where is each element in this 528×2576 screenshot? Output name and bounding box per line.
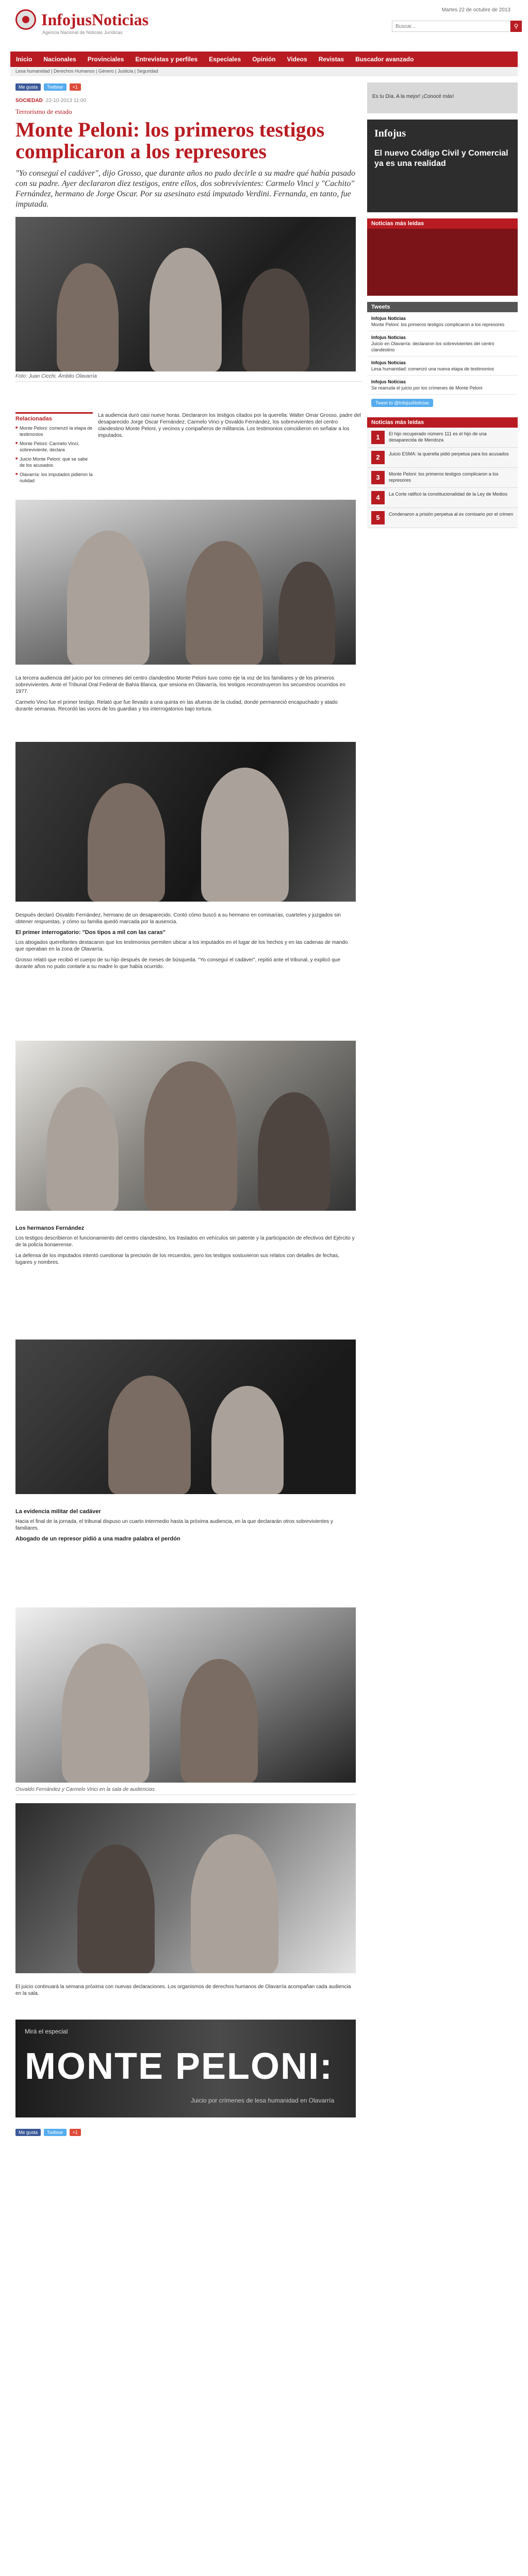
article-lead: "Yo conseguí el cadáver", dijo Grosso, que durante años no pudo decirle a su madre qué había pasado con su padre. Ayer declararon diez testigos, entre ellos, dos sobrevivientes: Carmelo Vinci y "Cachito" Fernández, hermano de Jorge Oscar. Por su asesinato está imputado Verdini. Fernanda, en tanto, fue imputada. <box>15 169 356 209</box>
related-header: Relacionadas <box>15 412 93 422</box>
most-read-text: El hijo recuperado número 111 es el hijo de una desaparecida de Mendoza <box>389 431 487 443</box>
article-subhead: El primer interrogatorio: "Dos tipos a mil con las caras" <box>15 929 166 936</box>
tweet-text: Se reanuda el juicio por los crímenes de Monte Peloni <box>371 385 483 391</box>
article-paragraph: Carmelo Vinci fue el primer testigo. Relató que fue llevado a una quinta en las afueras de la ciudad, donde permaneció encapuchado y atado durante semanas. Recordó las voces de los guardias y los interrogatorios bajo tortura. <box>15 700 338 712</box>
site-logo[interactable] <box>15 8 170 31</box>
tweet[interactable] <box>367 331 518 357</box>
search-input[interactable] <box>392 21 510 32</box>
most-read-text: Monte Peloni: los primeros testigos complicaron a los represores <box>389 471 499 483</box>
article-photo-6 <box>15 1607 356 1783</box>
kicker-label[interactable]: SOCIEDAD <box>15 98 43 104</box>
most-read-number: 3 <box>371 471 385 484</box>
photo-caption: Foto: Juan Cicchi, Ámbito Olavarría <box>15 371 362 382</box>
most-read-text: Juicio ESMA: la querella pidió perpetua para los acusados <box>389 451 509 456</box>
article-body-2 <box>15 912 356 974</box>
most-read-item[interactable] <box>367 448 518 468</box>
article-body-3 <box>15 1221 356 1270</box>
facebook-like-button[interactable]: Me gusta <box>15 83 41 91</box>
logo-tagline: Agencia Nacional de Noticias Jurídicas <box>42 30 123 35</box>
most-read-item[interactable] <box>367 468 518 488</box>
related-link[interactable]: ■ Monte Peloni: Carmelo Vinci, sobreviviente, declara <box>15 440 93 453</box>
article-title: Monte Peloni: los primeros testigos complicaron a los represores <box>15 118 325 163</box>
special-banner[interactable] <box>15 2020 356 2117</box>
tweet-text: Juicio en Olavarría: declararon los sobrevivientes del centro clandestino <box>371 341 494 352</box>
tweet-button[interactable]: Twittear <box>44 2129 67 2136</box>
tweet[interactable] <box>367 312 518 331</box>
related-link[interactable]: ■ Olavarría: los imputados pidieron la nulidad <box>15 471 93 484</box>
tweet-to-button[interactable]: Tweet to @InfojusNoticias <box>371 399 433 407</box>
article-paragraph: Los testigos describieron el funcionamiento del centro clandestino, los traslados en vehículos sin patente y la participación de efectivos del Ejército y de la policía bonaerense. <box>15 1235 355 1248</box>
article-body-1 <box>15 675 356 717</box>
article <box>15 82 362 382</box>
ad-infojus-sub: Infojus <box>374 128 406 139</box>
most-read-number: 2 <box>371 451 385 464</box>
most-read-item[interactable] <box>367 488 518 508</box>
search-icon[interactable]: ⚲ <box>510 21 522 32</box>
article-paragraph: Hacia el final de la jornada, el tribunal dispuso un cuarto intermedio hasta la próxima audiencia, en la que declararán otros sobrevivientes y familiares. <box>15 1519 333 1531</box>
ad-infojus-title: El nuevo Código Civil y Comercial ya es una realidad <box>374 149 508 168</box>
article-paragraph: Después declaró Osvaldo Fernández, hermano de un desaparecido. Contó cómo buscó a su hermano en comisarías, cuarteles y juzgados sin obtener respuestas, y cómo su familia quedó marcada por la ausencia. <box>15 912 341 925</box>
tweet[interactable] <box>367 357 518 376</box>
article-body-5 <box>15 1984 356 2001</box>
article-subhead: Los hermanos Fernández <box>15 1225 85 1231</box>
gplus-button[interactable]: +1 <box>70 83 81 91</box>
gplus-button[interactable]: +1 <box>70 2129 81 2136</box>
article-photo-2 <box>15 500 356 665</box>
article-paragraph: La tercera audiencia del juicio por los crímenes del centro clandestino Monte Peloni tuvo como eje la voz de los familiares y de los primeros sobrevivientes. Ante el Tribunal Oral Federal de Bahía Blanca, que sesiona en Olavarría, los testigos reconstruyeron los secuestros ocurridos en 1977. <box>15 675 345 694</box>
most-read-item[interactable] <box>367 428 518 448</box>
special-subtitle: Juicio por crímenes de lesa humanidad en Olavarría <box>191 2097 335 2104</box>
article-paragraph: Grosso relató que recibió el cuerpo de su hijo después de meses de búsqueda. "Yo conseguí el cadáver", repitió ante el tribunal, y explicó que durante años no pudo contarle a su madre lo que había ocurrido. <box>15 957 340 970</box>
site-header <box>0 0 528 52</box>
related-link[interactable]: ■ Juicio Monte Peloni: qué se sabe de los acusados <box>15 456 93 468</box>
article-body-4 <box>15 1504 356 1546</box>
tweet[interactable] <box>367 376 518 395</box>
nav-item-inicio[interactable]: Inicio <box>16 56 32 63</box>
article-category[interactable]: Terrorismo de estado <box>15 108 72 115</box>
sidebar-ad-2[interactable] <box>367 218 518 296</box>
hero-photo <box>15 217 356 371</box>
facebook-like-button[interactable]: Me gusta <box>15 2129 41 2136</box>
related-links-box <box>15 412 93 487</box>
sidebar <box>367 82 518 2576</box>
article-paragraph: El juicio continuará la semana próxima con nuevas declaraciones. Los organismos de derechos humanos de Olavarría acompañan cada audiencia en la sala. <box>15 1984 351 1996</box>
article-date: 22-10-2013 11:00 <box>45 98 87 104</box>
sidebar-ad-top[interactable] <box>367 82 518 113</box>
most-read-header: Noticias más leídas <box>367 417 518 428</box>
twitter-header: Tweets <box>367 302 518 312</box>
nav-item-entrevistas[interactable]: Entrevistas y perfiles <box>135 56 198 63</box>
article-intro: La audiencia duró casi nueve horas. Declararon los testigos citados por la querella: Walter Omar Grosso, padre del desaparecido Jorge Oscar Fernández; Carmelo Vinci y Osvaldo Fernández, los sobrevivientes del centro clandestino Monte Peloni, y vecinos y compañeros de militancia. Los testimonios coincidieron en señalar a los imputados. <box>98 413 361 438</box>
article-subhead: La evidencia militar del cadáver <box>15 1509 101 1515</box>
tweet-text: Lesa humanidad: comenzó una nueva etapa de testimonios <box>371 366 494 371</box>
tweet-text: Monte Peloni: los primeros testigos complicaron a los represores <box>371 322 505 327</box>
related-link[interactable]: ■ Monte Peloni: comenzó la etapa de testimonios <box>15 425 93 437</box>
article-paragraph: Los abogados querellantes destacaron que los testimonios permiten ubicar a los imputados en el lugar de los hechos y en las cadenas de mando que operaban en la zona de Olavarría. <box>15 940 348 952</box>
article-kicker <box>15 98 362 104</box>
nav-item-videos[interactable]: Videos <box>287 56 307 63</box>
tweet-user: Infojus Noticias <box>371 360 406 365</box>
nav-item-especiales[interactable]: Especiales <box>209 56 241 63</box>
logo-text: InfojusNoticias <box>41 10 149 29</box>
most-read-number: 1 <box>371 431 385 444</box>
article-photo-7 <box>15 1803 356 1973</box>
most-read-text: La Corte ratificó la constitucionalidad de la Ley de Medios <box>389 492 508 497</box>
tweet-button[interactable]: Twittear <box>44 83 67 91</box>
share-bar-bottom <box>15 2128 81 2137</box>
nav-item-buscador[interactable]: Buscador avanzado <box>355 56 414 63</box>
most-read-item[interactable] <box>367 508 518 528</box>
special-title: MONTE PELONI: <box>25 2046 333 2087</box>
sidebar-ad-2-head: Noticias más leídas <box>367 218 518 229</box>
special-kicker: Mirá el especial <box>25 2028 68 2035</box>
most-read-number: 5 <box>371 511 385 524</box>
nav-item-opinion[interactable]: Opinión <box>252 56 276 63</box>
sidebar-ad-infojus[interactable] <box>367 120 518 212</box>
tweet-user: Infojus Noticias <box>371 379 406 384</box>
tweet-user: Infojus Noticias <box>371 335 406 340</box>
nav-item-nacionales[interactable]: Nacionales <box>43 56 76 63</box>
nav-item-revistas[interactable]: Revistas <box>318 56 344 63</box>
share-bar <box>15 82 362 92</box>
most-read-text: Condenaron a prisión perpetua al ex comisario por el crimen <box>389 512 514 517</box>
tweet-user: Infojus Noticias <box>371 316 406 321</box>
photo-caption-2: Osvaldo Fernández y Carmelo Vinci en la sala de audiencias <box>15 1785 356 1795</box>
main-nav <box>10 52 518 67</box>
ad-top-label: Es tu Día. A la mejor! ¡Conocé más! <box>372 94 454 99</box>
sub-nav[interactable]: Lesa humanidad | Derechos Humanos | Género | Justicia | Seguridad <box>10 67 518 76</box>
nav-item-provinciales[interactable]: Provinciales <box>87 56 124 63</box>
article-subhead: Abogado de un represor pidió a una madre palabra el perdón <box>15 1536 180 1542</box>
article-photo-5 <box>15 1340 356 1494</box>
logo-mark-icon <box>15 9 36 30</box>
article-photo-4 <box>15 1041 356 1211</box>
header-date: Martes 22 de octubre de 2013 <box>441 7 510 13</box>
article-photo-3 <box>15 742 356 902</box>
most-read-number: 4 <box>371 491 385 504</box>
article-paragraph: La defensa de los imputados intentó cuestionar la precisión de los recuerdos, pero los testigos sostuvieron sus relatos con detalles de fechas, lugares y nombres. <box>15 1253 340 1265</box>
